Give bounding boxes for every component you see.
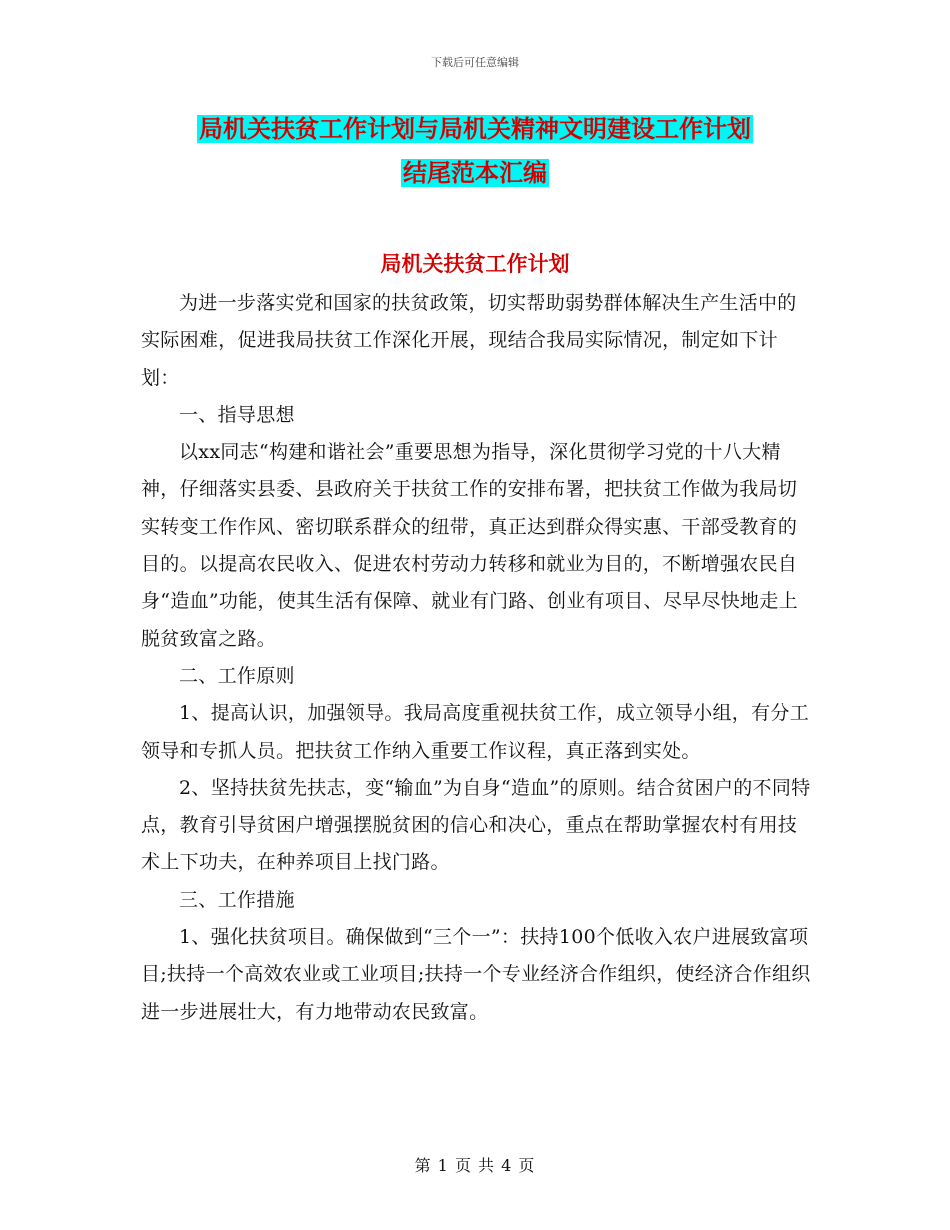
heading-work-principles: 二、工作原则 [179, 664, 295, 687]
paragraph: 为进一步落实党和国家的扶贫政策，切实帮助弱势群体解决生产生活中的实际困难，促进我局扶贫工作深化开展，现结合我局实际情况，制定如下计划： [141, 292, 797, 389]
document-body [141, 285, 813, 1031]
document-title-line-2 [0, 157, 950, 189]
paragraph: 1、强化扶贫项目。确保做到“三个一”：扶持100个低收入农户进展致富项目;扶持一个高效农业或工业项目;扶持一个专业经济合作组织，使经济合作组织进一步进展壮大，有力地带动农民致富。 [141, 926, 811, 1023]
paragraph: 1、提高认识，加强领导。我局高度重视扶贫工作，成立领导小组，有分工领导和专抓人员。把扶贫工作纳入重要工作议程，真正落到实处。 [141, 702, 809, 762]
heading-guiding-thought: 一、指导思想 [179, 403, 295, 426]
document-title-text-2: 结尾范本汇编 [403, 159, 547, 187]
document-title-line-1 [0, 113, 950, 145]
header-note: 下载后可任意编辑 [431, 56, 519, 69]
section-title: 局机关扶贫工作计划 [380, 252, 570, 276]
paragraph: 以xx同志“构建和谐社会”重要思想为指导，深化贯彻学习党的十八大精神，仔细落实县委、县政府关于扶贫工作的安排布署，把扶贫工作做为我局切实转变工作作风、密切联系群众的纽带，真正达到群众得实惠、干部受教育的目的。以提高农民收入、促进农村劳动力转移和就业为目的，不断增强农民自身“造血”功能，使其生活有保障、就业有门路、创业有项目、尽早尽快地走上脱贫致富之路。 [141, 441, 798, 650]
page-footer: 第 1 页 共 4 页 [414, 1156, 536, 1175]
paragraph: 2、坚持扶贫先扶志，变“输血”为自身“造血”的原则。结合贫困户的不同特点，教育引导贫困户增强摆脱贫困的信心和决心，重点在帮助掌握农村有用技术上下功夫，在种养项目上找门路。 [141, 776, 811, 874]
heading-work-measures: 三、工作措施 [179, 888, 295, 911]
document-title-text-1: 局机关扶贫工作计划与局机关精神文明建设工作计划 [199, 115, 751, 143]
